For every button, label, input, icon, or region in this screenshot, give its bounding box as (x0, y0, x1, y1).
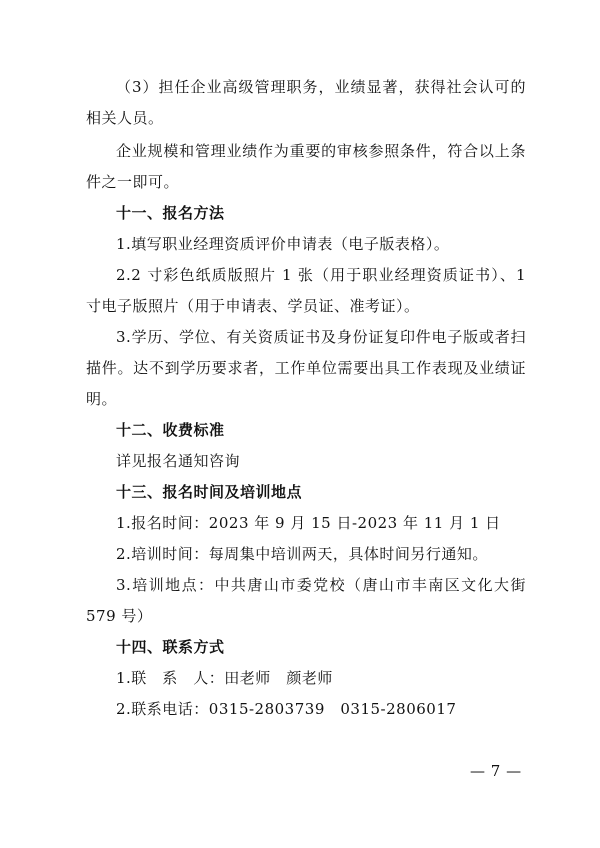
training-time: 2.培训时间：每周集中培训两天，具体时间另行通知。 (116, 545, 488, 563)
contact-phone: 2.联系电话：0315-2803739 0315-2806017 (116, 700, 457, 718)
section-heading-fees: 十二、收费标准 (116, 421, 225, 439)
paragraph-review-conditions: 企业规模和管理业绩作为重要的审核参照条件，符合以上条件之一即可。 (86, 142, 526, 191)
registration-item-2: 2.2 寸彩色纸质版照片 1 张（用于职业经理资质证书）、1 寸电子版照片（用于申请表、学员证、准考证）。 (86, 266, 526, 315)
registration-item-3: 3.学历、学位、有关资质证书及身份证复印件电子版或者扫描件。达不到学历要求者，工作单位需要出具工作表现及业绩证明。 (86, 328, 526, 408)
contact-person: 1.联 系 人：田老师 颜老师 (116, 669, 333, 687)
paragraph-senior-management: （3）担任企业高级管理职务，业绩显著，获得社会认可的相关人员。 (86, 78, 526, 127)
page-number: — 7 — (470, 762, 522, 780)
registration-item-1: 1.填写职业经理资质评价申请表（电子版表格）。 (116, 235, 450, 253)
section-heading-contact: 十四、联系方式 (116, 638, 225, 656)
training-location: 3.培训地点：中共唐山市委党校（唐山市丰南区文化大街579 号） (86, 576, 526, 625)
registration-time: 1.报名时间：2023 年 9 月 15 日-2023 年 11 月 1 日 (116, 514, 501, 532)
section-heading-time-location: 十三、报名时间及培训地点 (116, 483, 303, 501)
section-heading-registration-method: 十一、报名方法 (116, 204, 225, 222)
fees-text: 详见报名通知咨询 (116, 452, 241, 470)
